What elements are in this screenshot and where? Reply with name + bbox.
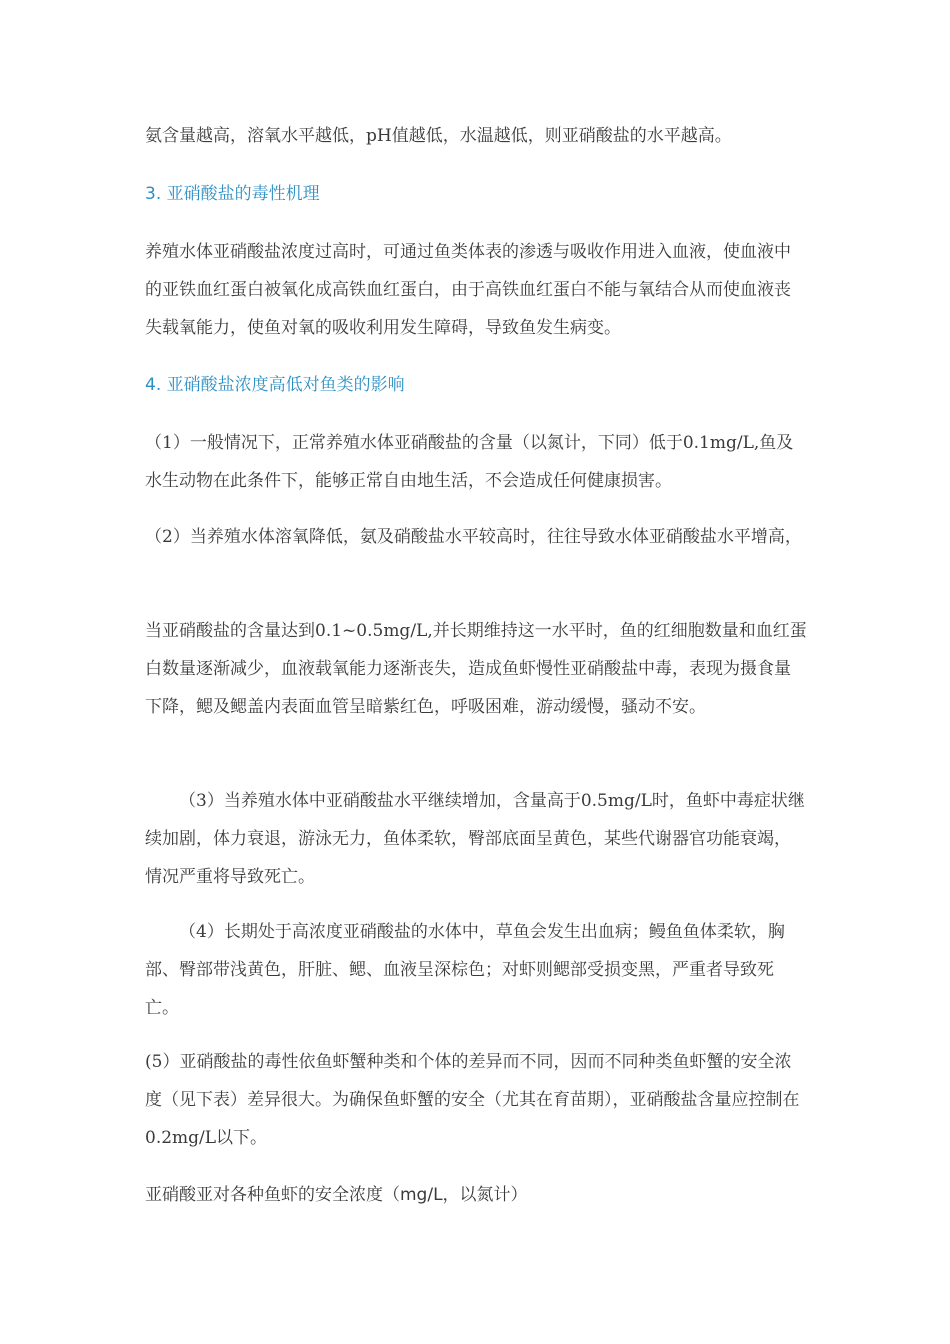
table-caption: 亚硝酸亚对各种鱼虾的安全浓度（mg/L，以氮计） (145, 1185, 528, 1205)
paragraph-chronic-poisoning: 当亚硝酸盐的含量达到0.1~0.5mg/L,并长期维持这一水平时，鱼的红细胞数量和血红蛋白数量逐渐减少，血液载氧能力逐渐丧失，造成鱼虾慢性亚硝酸盐中毒，表现为摄食量下降，鳃及鳃盖内表面血管呈暗紫红色，呼吸困难，游动缓慢，骚动不安。 (145, 621, 807, 717)
section-heading-toxicity-mechanism: 3. 亚硝酸盐的毒性机理 (145, 184, 320, 204)
paragraph-item-1: （1）一般情况下，正常养殖水体亚硝酸盐的含量（以氮计，下同）低于0.1mg/L,鱼及水生动物在此条件下，能够正常自由地生活，不会造成任何健康损害。 (145, 433, 794, 491)
paragraph-item-2: （2）当养殖水体溶氧降低，氨及硝酸盐水平较高时，往往导致水体亚硝酸盐水平增高， (145, 527, 802, 547)
paragraph-toxicity-mechanism: 养殖水体亚硝酸盐浓度过高时，可通过鱼类体表的渗透与吸收作用进入血液，使血液中的亚铁血红蛋白被氧化成高铁血红蛋白，由于高铁血红蛋白不能与氧结合从而使血液丧失载氧能力，使鱼对氧的吸收利用发生障碍，导致鱼发生病变。 (145, 242, 791, 338)
paragraph-item-4: （4）长期处于高浓度亚硝酸盐的水体中，草鱼会发生出血病；鳗鱼鱼体柔软，胸部、臀部带浅黄色，肝脏、鳃、血液呈深棕色；对虾则鳃部受损变黑，严重者导致死亡。 (145, 922, 785, 1018)
paragraph-item-3: （3）当养殖水体中亚硝酸盐水平继续增加，含量高于0.5mg/L时，鱼虾中毒症状继续加剧，体力衰退，游泳无力，鱼体柔软，臀部底面呈黄色，某些代谢器官功能衰竭，情况严重将导致死亡。 (145, 791, 805, 887)
section-heading-concentration-effects: 4. 亚硝酸盐浓度高低对鱼类的影响 (145, 375, 405, 395)
paragraph-item-5: (5）亚硝酸盐的毒性依鱼虾蟹种类和个体的差异而不同，因而不同种类鱼虾蟹的安全浓度（见下表）差异很大。为确保鱼虾蟹的安全（尤其在育苗期），亚硝酸盐含量应控制在0.2mg/L以下。 (145, 1052, 800, 1148)
paragraph-ammonia-relation: 氨含量越高，溶氧水平越低，pH值越低，水温越低，则亚硝酸盐的水平越高。 (145, 126, 732, 146)
